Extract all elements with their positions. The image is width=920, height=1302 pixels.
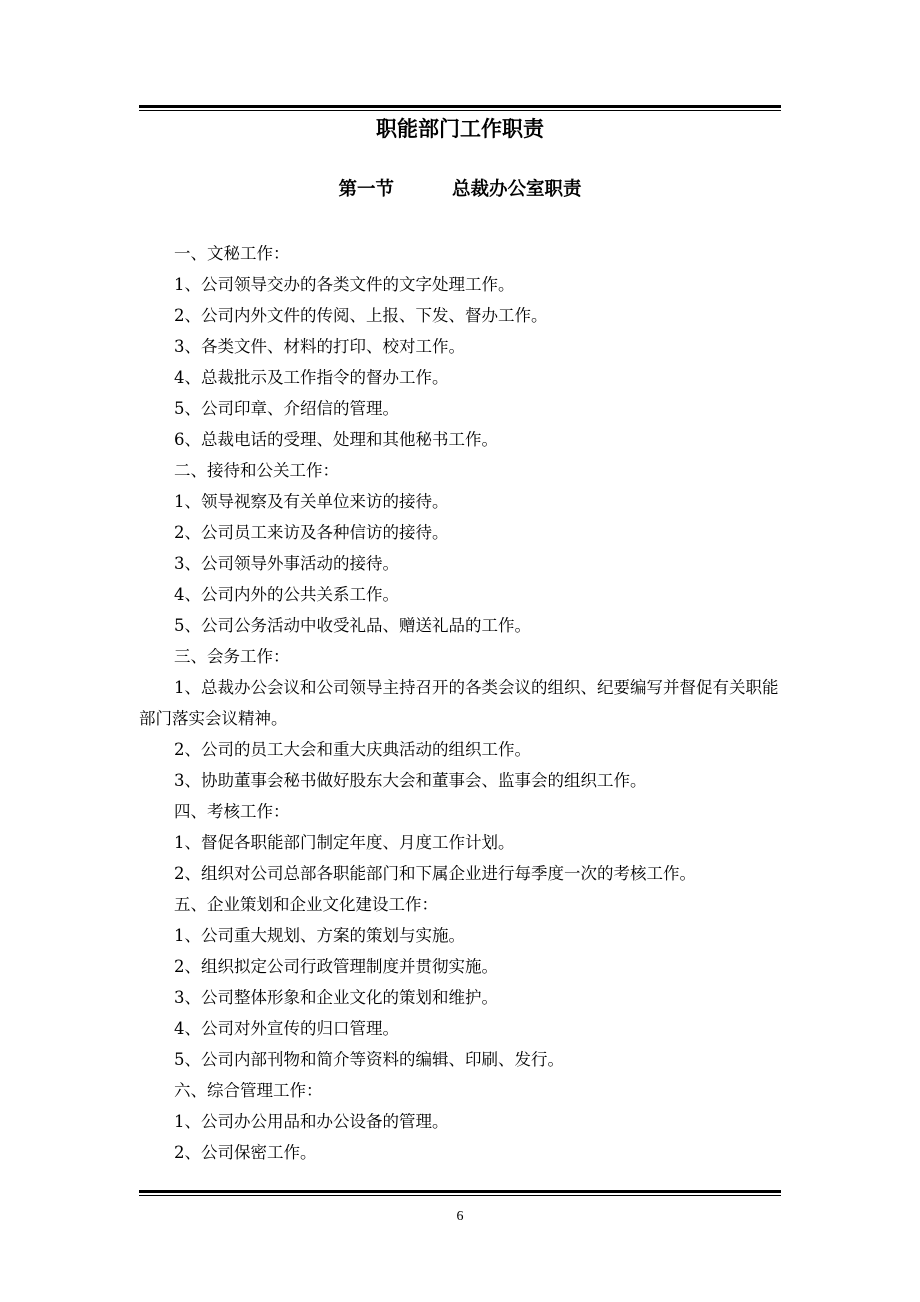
page-number: 6 [456, 1209, 464, 1224]
footer-rule [139, 1190, 781, 1196]
duty-item: 4、公司对外宣传的归口管理。 [174, 1019, 399, 1038]
duty-item: 6、总裁电话的受理、处理和其他秘书工作。 [174, 430, 498, 449]
document-title: 职能部门工作职责 [376, 117, 544, 141]
duty-item: 1、总裁办公会议和公司领导主持召开的各类会议的组织、纪要编写并督促有关职能部门落实会议精神。 [139, 678, 779, 728]
duty-item: 1、公司办公用品和办公设备的管理。 [174, 1112, 449, 1131]
duty-item: 1、公司重大规划、方案的策划与实施。 [174, 926, 465, 945]
duty-item: 5、公司公务活动中收受礼品、赠送礼品的工作。 [174, 616, 531, 635]
duty-item: 2、公司内外文件的传阅、上报、下发、督办工作。 [174, 306, 548, 325]
duty-item: 2、公司保密工作。 [174, 1143, 317, 1162]
category-heading: 三、会务工作： [174, 647, 290, 666]
header-rule [139, 105, 781, 111]
duty-item: 2、组织拟定公司行政管理制度并贯彻实施。 [174, 957, 498, 976]
duty-item: 4、公司内外的公共关系工作。 [174, 585, 399, 604]
duty-item: 4、总裁批示及工作指令的督办工作。 [174, 368, 449, 387]
duty-item: 3、各类文件、材料的打印、校对工作。 [174, 337, 465, 356]
duty-item: 1、公司领导交办的各类文件的文字处理工作。 [174, 275, 515, 294]
duty-item: 5、公司印章、介绍信的管理。 [174, 399, 399, 418]
duty-item: 3、协助董事会秘书做好股东大会和董事会、监事会的组织工作。 [174, 771, 647, 790]
duty-item: 5、公司内部刊物和简介等资料的编辑、印刷、发行。 [174, 1050, 564, 1069]
document-body [139, 238, 781, 1168]
section-number: 第一节 [338, 179, 394, 200]
category-heading: 五、企业策划和企业文化建设工作： [174, 895, 438, 914]
duty-item: 3、公司整体形象和企业文化的策划和维护。 [174, 988, 498, 1007]
category-heading: 一、文秘工作： [174, 244, 290, 263]
duty-item: 2、组织对公司总部各职能部门和下属企业进行每季度一次的考核工作。 [174, 864, 696, 883]
duty-item: 3、公司领导外事活动的接待。 [174, 554, 399, 573]
section-name: 总裁办公室职责 [452, 179, 582, 200]
category-heading: 二、接待和公关工作： [174, 461, 339, 480]
duty-item: 1、督促各职能部门制定年度、月度工作计划。 [174, 833, 515, 852]
duty-item: 2、公司员工来访及各种信访的接待。 [174, 523, 449, 542]
duty-item: 1、领导视察及有关单位来访的接待。 [174, 492, 449, 511]
category-heading: 四、考核工作： [174, 802, 290, 821]
section-heading [139, 174, 781, 206]
duty-item: 2、公司的员工大会和重大庆典活动的组织工作。 [174, 740, 531, 759]
category-heading: 六、综合管理工作： [174, 1081, 323, 1100]
